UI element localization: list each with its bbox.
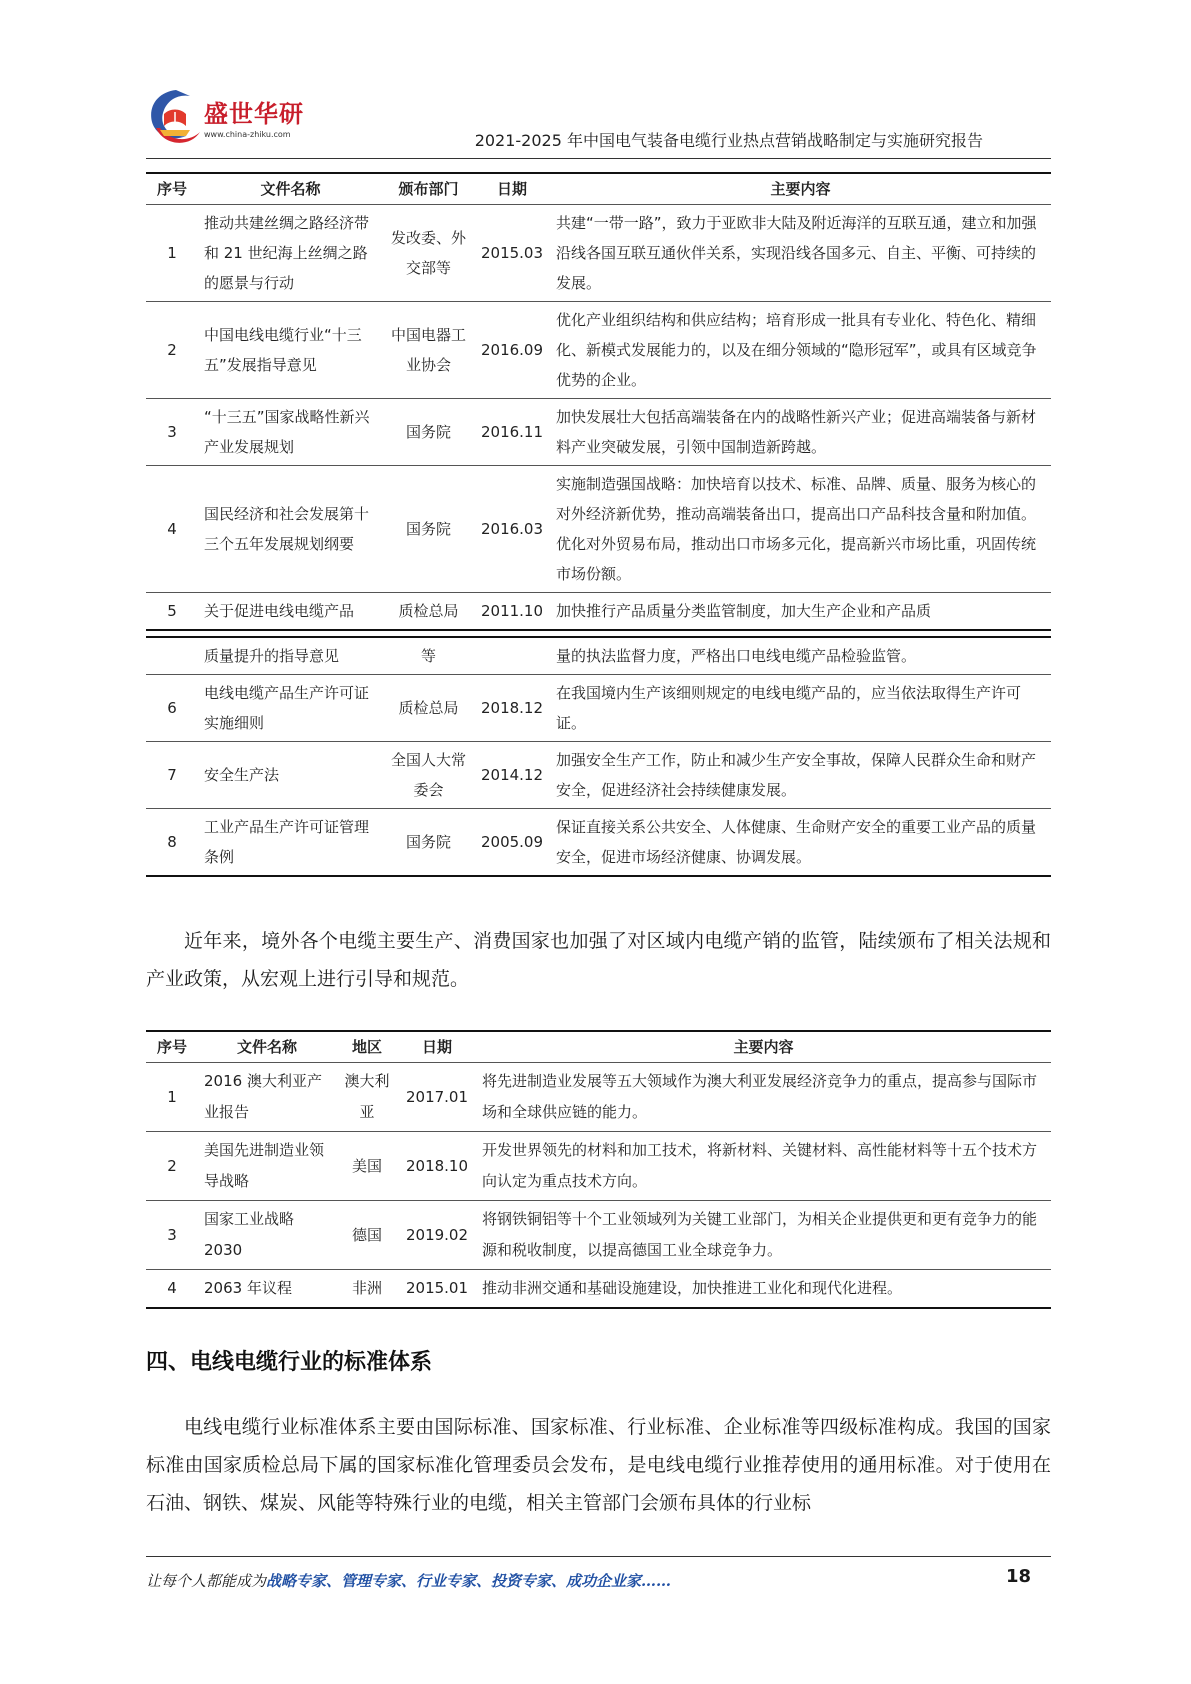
cell-date: 2005.09 (474, 809, 550, 877)
cell-region: 美国 (336, 1132, 398, 1201)
footer-divider (146, 1556, 1051, 1557)
cell-document: 工业产品生产许可证管理条例 (198, 809, 383, 877)
cell-content: 将先进制造业发展等五大领域作为澳大利亚发展经济竞争力的重点，提高参与国际市场和全球供应链的能力。 (476, 1063, 1051, 1132)
cell-content: 开发世界领先的材料和加工技术，将新材料、关键材料、高性能材料等十五个技术方向认定为重点技术方向。 (476, 1132, 1051, 1201)
table-row (146, 1270, 1051, 1309)
company-logo (146, 84, 316, 154)
table-row (146, 302, 1051, 399)
column-header-index: 序号 (146, 173, 198, 205)
table-row (146, 1063, 1051, 1132)
cell-region: 德国 (336, 1201, 398, 1270)
cell-date (474, 637, 550, 675)
cell-content: 加快发展壮大包括高端装备在内的战略性新兴产业；促进高端装备与新材料产业突破发展，引领中国制造新跨越。 (550, 399, 1051, 466)
cell-date: 2017.01 (398, 1063, 476, 1132)
table-row (146, 399, 1051, 466)
cell-document: 安全生产法 (198, 742, 383, 809)
cell-document: 国家工业战略 2030 (198, 1201, 336, 1270)
cell-index: 2 (146, 302, 198, 399)
cell-index: 3 (146, 399, 198, 466)
header-divider (146, 158, 1051, 159)
section-heading: 四、电线电缆行业的标准体系 (146, 1350, 433, 1375)
cell-document: 中国电线电缆行业“十三五”发展指导意见 (198, 302, 383, 399)
cell-department: 发改委、外交部等 (383, 205, 474, 302)
cell-document: 质量提升的指导意见 (198, 637, 383, 675)
cell-date: 2016.11 (474, 399, 550, 466)
cell-index (146, 637, 198, 675)
cell-date: 2019.02 (398, 1201, 476, 1270)
cell-index: 7 (146, 742, 198, 809)
table-row (146, 675, 1051, 742)
cell-index: 2 (146, 1132, 198, 1201)
cell-department: 国务院 (383, 809, 474, 877)
cell-index: 4 (146, 1270, 198, 1309)
cell-content: 实施制造强国战略：加快培育以技术、标准、品牌、质量、服务为核心的对外经济新优势，推动高端装备出口，提高出口产品科技含量和附加值。优化对外贸易布局，推动出口市场多元化，提高新兴市场比重，巩固传统市场份额。 (550, 466, 1051, 593)
column-header-date: 日期 (474, 173, 550, 205)
cell-index: 5 (146, 593, 198, 631)
cell-content: 量的执法监督力度，严格出口电线电缆产品检验监管。 (550, 637, 1051, 675)
column-header-document: 文件名称 (198, 1031, 336, 1063)
cell-document: 电线电缆产品生产许可证实施细则 (198, 675, 383, 742)
policy-table-part1 (146, 172, 1051, 631)
cell-department: 国务院 (383, 466, 474, 593)
cell-date: 2018.10 (398, 1132, 476, 1201)
cell-index: 1 (146, 205, 198, 302)
cell-index: 6 (146, 675, 198, 742)
logo-name: 盛世华研 (204, 100, 304, 128)
cell-date: 2016.09 (474, 302, 550, 399)
table-header-row (146, 1031, 1051, 1063)
cell-document: “十三五”国家战略性新兴产业发展规划 (198, 399, 383, 466)
column-header-index: 序号 (146, 1031, 198, 1063)
paragraph-text: 近年来，境外各个电缆主要生产、消费国家也加强了对区域内电缆产销的监管，陆续颁布了相关法规和产业政策，从宏观上进行引导和规范。 (146, 930, 1051, 990)
table-row (146, 1132, 1051, 1201)
column-header-region: 地区 (336, 1031, 398, 1063)
cell-index: 1 (146, 1063, 198, 1132)
table-row (146, 742, 1051, 809)
cell-document: 2063 年议程 (198, 1270, 336, 1309)
cell-date: 2015.03 (474, 205, 550, 302)
table-row (146, 593, 1051, 631)
cell-index: 3 (146, 1201, 198, 1270)
cell-content: 将钢铁铜铝等十个工业领域列为关键工业部门，为相关企业提供更和更有竞争力的能源和税收制度，以提高德国工业全球竞争力。 (476, 1201, 1051, 1270)
international-policy-table (146, 1030, 1051, 1309)
cell-date: 2016.03 (474, 466, 550, 593)
cell-content: 共建“一带一路”，致力于亚欧非大陆及附近海洋的互联互通，建立和加强沿线各国互联互通伙伴关系，实现沿线各国多元、自主、平衡、可持续的发展。 (550, 205, 1051, 302)
logo-swirl-icon (146, 84, 206, 154)
cell-date: 2015.01 (398, 1270, 476, 1309)
cell-date: 2014.12 (474, 742, 550, 809)
cell-date: 2011.10 (474, 593, 550, 631)
footer-slogan (146, 1570, 671, 1591)
cell-content: 加快推行产品质量分类监管制度，加大生产企业和产品质 (550, 593, 1051, 631)
slogan-prefix: 让每个人都能成为 (146, 1572, 267, 1590)
column-header-date: 日期 (398, 1031, 476, 1063)
cell-content: 加强安全生产工作，防止和减少生产安全事故，保障人民群众生命和财产安全，促进经济社会持续健康发展。 (550, 742, 1051, 809)
cell-region: 非洲 (336, 1270, 398, 1309)
cell-content: 推动非洲交通和基础设施建设，加快推进工业化和现代化进程。 (476, 1270, 1051, 1309)
cell-content: 保证直接关系公共安全、人体健康、生命财产安全的重要工业产品的质量安全，促进市场经济健康、协调发展。 (550, 809, 1051, 877)
cell-department: 全国人大常委会 (383, 742, 474, 809)
cell-document: 国民经济和社会发展第十三个五年发展规划纲要 (198, 466, 383, 593)
slogan-highlight: 战略专家、管理专家、行业专家、投资专家、成功企业家…… (266, 1572, 672, 1590)
cell-department: 质检总局 (383, 593, 474, 631)
report-title: 2021-2025 年中国电气装备电缆行业热点营销战略制定与实施研究报告 (474, 131, 983, 150)
page-number: 18 (1005, 1566, 1031, 1587)
cell-document: 关于促进电线电缆产品 (198, 593, 383, 631)
column-header-content: 主要内容 (476, 1031, 1051, 1063)
cell-document: 2016 澳大利亚产业报告 (198, 1063, 336, 1132)
cell-index: 4 (146, 466, 198, 593)
cell-department: 中国电器工业协会 (383, 302, 474, 399)
body-paragraph-1 (146, 922, 1051, 998)
column-header-content: 主要内容 (550, 173, 1051, 205)
cell-document: 美国先进制造业领导战略 (198, 1132, 336, 1201)
cell-index: 8 (146, 809, 198, 877)
table-row (146, 466, 1051, 593)
column-header-document: 文件名称 (198, 173, 383, 205)
paragraph-text: 电线电缆行业标准体系主要由国际标准、国家标准、行业标准、企业标准等四级标准构成。我国的国家标准由国家质检总局下属的国家标准化管理委员会发布，是电线电缆行业推荐使用的通用标准。对于使用在石油、钢铁、煤炭、风能等特殊行业的电缆，相关主管部门会颁布具体的行业标 (146, 1416, 1051, 1514)
cell-content: 在我国境内生产该细则规定的电线电缆产品的，应当依法取得生产许可证。 (550, 675, 1051, 742)
table-header-row (146, 173, 1051, 205)
cell-region: 澳大利亚 (336, 1063, 398, 1132)
cell-date: 2018.12 (474, 675, 550, 742)
table-row (146, 809, 1051, 877)
policy-table-part2 (146, 636, 1051, 877)
table-row (146, 637, 1051, 675)
column-header-department: 颁布部门 (383, 173, 474, 205)
cell-department: 国务院 (383, 399, 474, 466)
table-row (146, 1201, 1051, 1270)
body-paragraph-2 (146, 1408, 1051, 1522)
cell-department: 等 (383, 637, 474, 675)
logo-url: www.china-zhiku.com (204, 130, 291, 139)
cell-content: 优化产业组织结构和供应结构；培育形成一批具有专业化、特色化、精细化、新模式发展能力的，以及在细分领域的“隐形冠军”，或具有区域竞争优势的企业。 (550, 302, 1051, 399)
table-row (146, 205, 1051, 302)
cell-document: 推动共建丝绸之路经济带和 21 世纪海上丝绸之路的愿景与行动 (198, 205, 383, 302)
cell-department: 质检总局 (383, 675, 474, 742)
